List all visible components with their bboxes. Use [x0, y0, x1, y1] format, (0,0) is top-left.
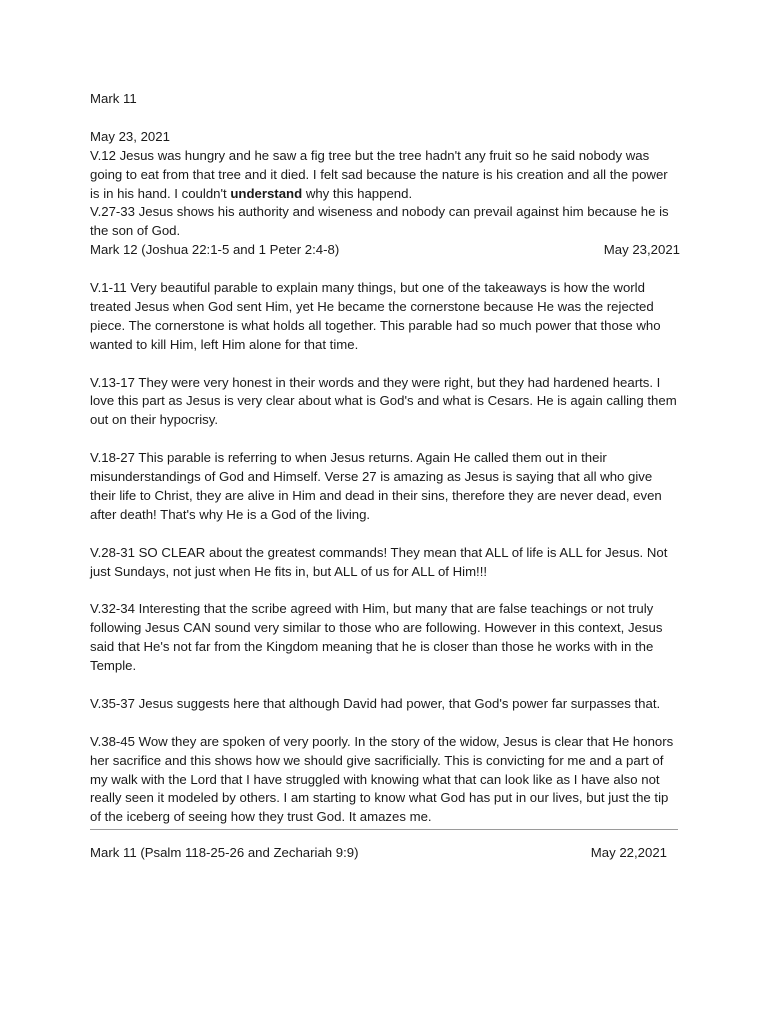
entry-heading-date: May 23,2021 [603, 242, 680, 258]
page-title: Mark 11 [90, 91, 137, 106]
v12-bold-word: understand [230, 185, 303, 201]
entry-heading: Mark 11 (Psalm 118-25-26 and Zechariah 9:9) [90, 845, 359, 861]
spacer [90, 714, 680, 733]
verse-note: V.13-17 They were very honest in their words and they were right, but they had hardened hearts. I love this part as Jesus is very clear about what is God's and what is Cesars. He is again calling them out on their hypocrisy. [90, 374, 677, 428]
spacer [90, 525, 680, 544]
entry-heading: Mark 12 (Joshua 22:1-5 and 1 Peter 2:4-8) [90, 242, 340, 258]
spacer [90, 430, 680, 449]
v12-text-end: why this happend. [302, 185, 413, 201]
spacer [90, 676, 680, 695]
spacer [90, 109, 680, 128]
entry-heading-date: May 22,2021 [590, 845, 667, 861]
verse-note: V.28-31 SO CLEAR about the greatest commands! They mean that ALL of life is ALL for Jesus. Not just Sundays, not just when He fits in, but ALL of us for ALL of Him!!! [90, 544, 668, 579]
verse-note: V.1-11 Very beautiful parable to explain many things, but one of the takeaways is how the world treated Jesus when God sent Him, yet He became the cornerstone because He was the rejected piece. The cornerstone is what holds all together. This parable had so much power that those who wanted to kill Him, left Him alone for that time. [90, 280, 661, 352]
verse-note: V.38-45 Wow they are spoken of very poorly. In the story of the widow, Jesus is clear that He honors her sacrifice and this shows how we should give sacrificially. This is convicting for me and a part of my walk with the Lord that I have struggled with knowing what that can look like as I have also not really seen it modeled by others. I am starting to know what God has put in our lives, but just the tip of the iceberg of seeing how they trust God. It amazes me. [90, 733, 674, 825]
entry-heading-row [90, 844, 667, 863]
v12-text: V.12 Jesus was hungry and he saw a fig tree but the tree hadn't any fruit so he said nobody was going to eat from that tree and it died. I felt sad because the nature is his creation and all the power is in his hand. I couldn't [90, 147, 668, 201]
entry-date: May 23, 2021 [90, 128, 170, 144]
verse-note: V.18-27 This parable is referring to when Jesus returns. Again He called them out in their misunderstandings of God and Himself. Verse 27 is amazing as Jesus is saying that all who give their life to Christ, they are alive in Him and dead in their sins, therefore they are never dead, even after death! That's why He is a God of the living. [90, 450, 662, 522]
journal-page [90, 90, 680, 863]
spacer [90, 581, 680, 600]
verse-note: V.32-34 Interesting that the scribe agreed with Him, but many that are false teachings or not truly following Jesus CAN sound very similar to those who are following. However in this context, Jesus said that He's not far from the Kingdom meaning that he is closer than those he works with in the Temple. [90, 601, 663, 674]
entry-heading-row [90, 241, 680, 260]
verse-note: V.35-37 Jesus suggests here that although David had power, that God's power far surpasses that. [90, 695, 661, 711]
spacer [90, 260, 680, 279]
verse-note-v12 [90, 147, 680, 204]
horizontal-divider [90, 829, 678, 830]
verse-note-v27: V.27-33 Jesus shows his authority and wiseness and nobody can prevail against him because he is the son of God. [90, 204, 669, 239]
spacer [90, 355, 680, 374]
